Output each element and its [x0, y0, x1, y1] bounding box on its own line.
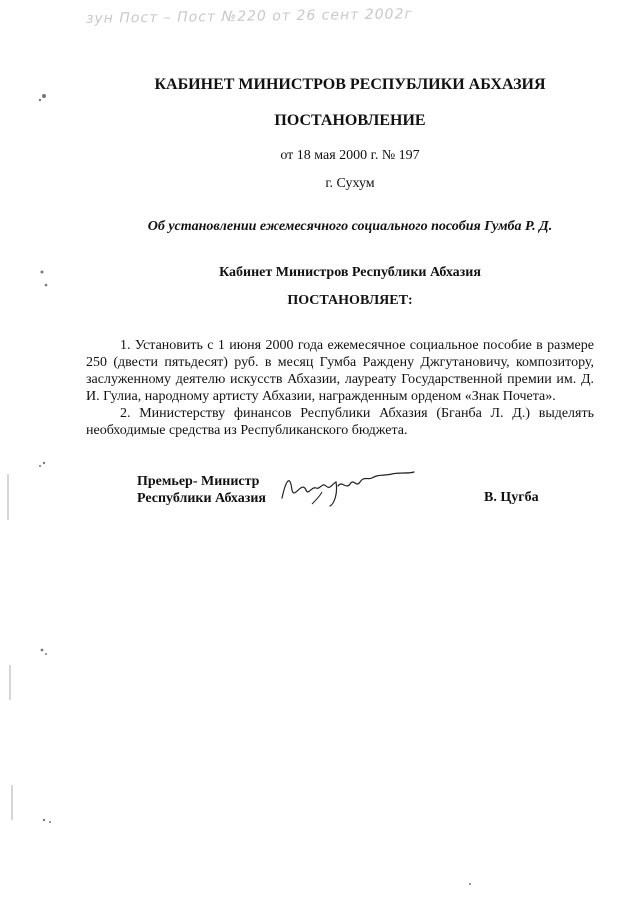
signer-position-line-2: Республики Абхазия [137, 491, 267, 506]
document-subject: Об установлении ежемесячного социального пособия Гумба Р. Д. [147, 219, 553, 234]
preamble-verb: ПОСТАНОВЛЯЕТ: [287, 293, 413, 308]
document-type: ПОСТАНОВЛЕНИЕ [274, 112, 426, 129]
city: г. Сухум [325, 176, 375, 191]
signer-name: В. Цугба [484, 490, 539, 505]
signer-position-line-1: Премьер- Министр [137, 474, 260, 489]
handwritten-note: зун Пост – Пост №220 от 26 сент 2002г [85, 6, 413, 27]
handwritten-signature [272, 460, 422, 510]
signer-position [137, 473, 266, 507]
clause-2: 2. Министерству финансов Республики Абхазия (Бганба Л. Д.) выделять необходимые средства из Республиканского бюджета. [86, 406, 594, 438]
preamble-issuer: Кабинет Министров Республики Абхазия [219, 265, 481, 280]
clauses [86, 337, 594, 439]
organization-title: КАБИНЕТ МИНИСТРОВ РЕСПУБЛИКИ АБХАЗИЯ [154, 76, 546, 93]
clause-1: 1. Установить с 1 июня 2000 года ежемесячное социальное пособие в размере 250 (двести пятьдесят) руб. в месяц Гумба Раждену Джгутановичу, композитору, заслуженному деятелю искусств Абхазии, лауреату Государственной премии им. Д. И. Гулиа, народному артисту Абхазии, награжденным орденом «Знак Почета». [86, 338, 594, 404]
date-and-number: от 18 мая 2000 г. № 197 [280, 148, 420, 163]
